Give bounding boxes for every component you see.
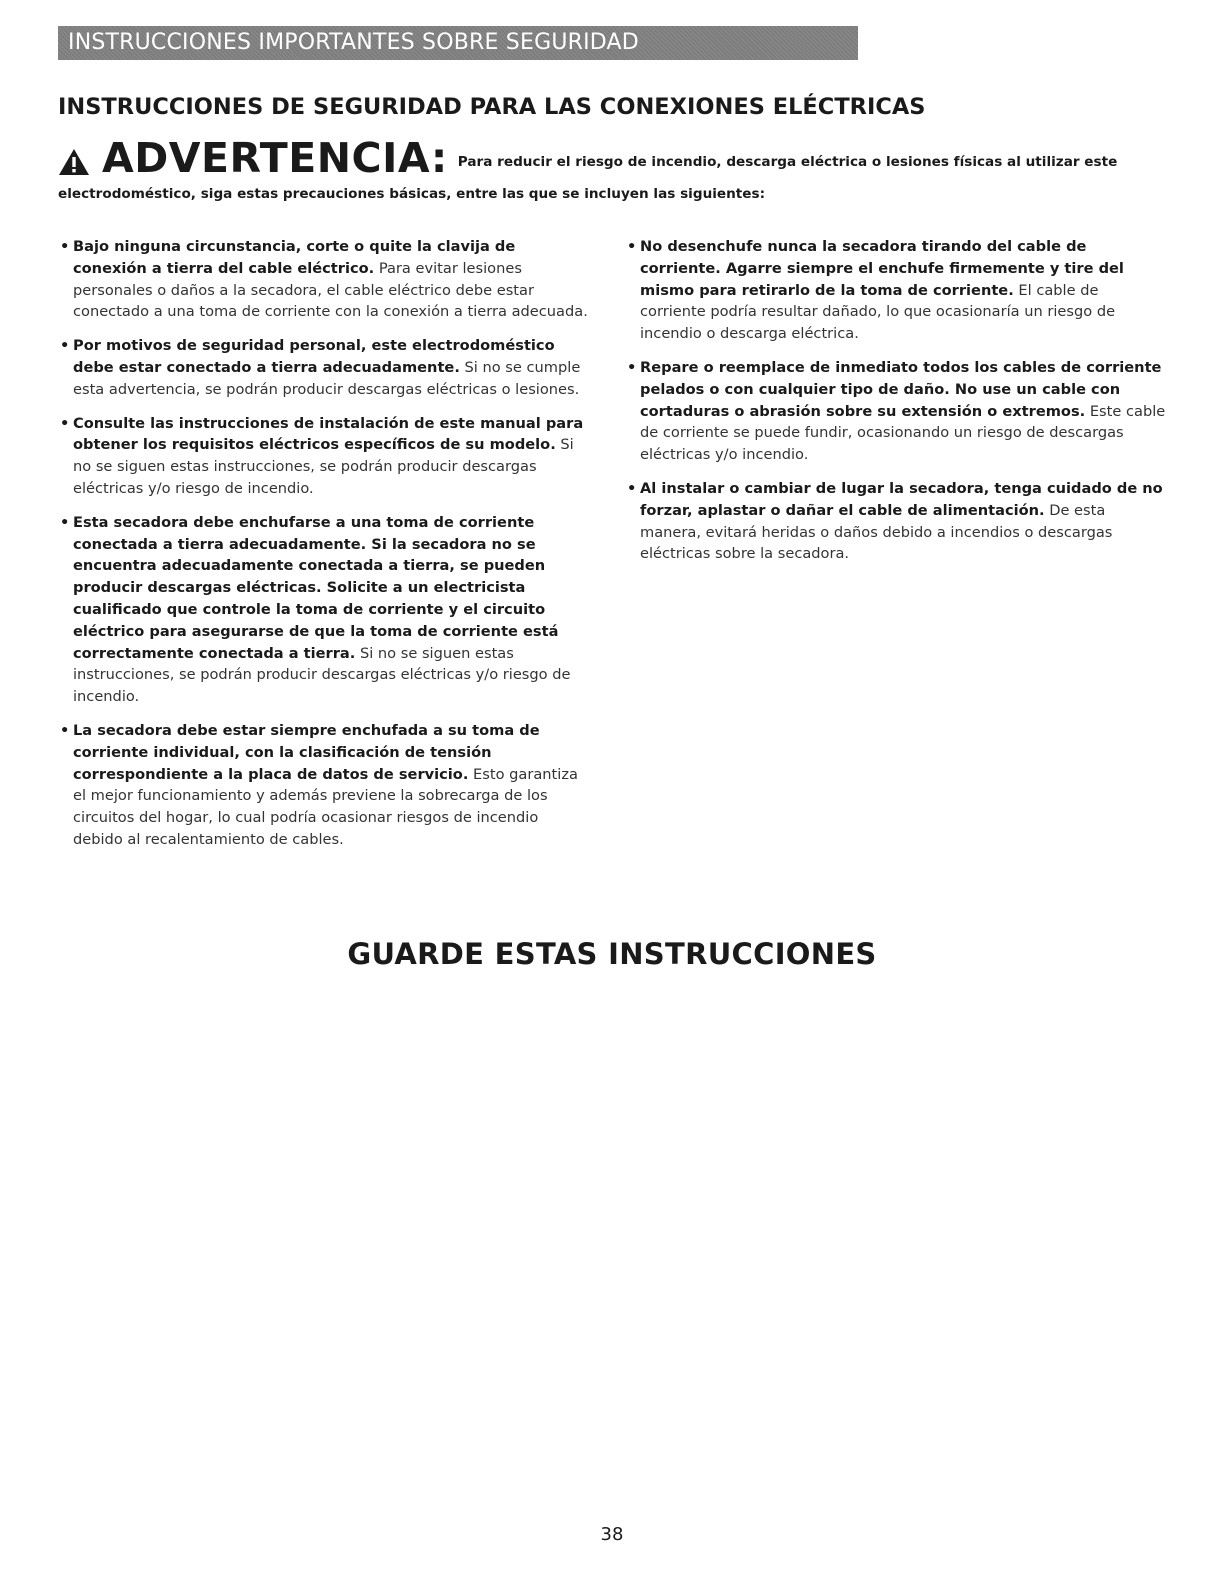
warning-text-line1: Para reducir el riesgo de incendio, descarga eléctrica o lesiones físicas al utilizar este: [457, 154, 1118, 170]
safety-item: [627, 478, 1167, 565]
safety-item: [627, 357, 1167, 466]
safety-item-text: Si no se siguen estas instrucciones, se podrán producir descargas eléctricas y/o riesgo de incendio.: [73, 644, 571, 706]
safety-item-text: Si no se cumple esta advertencia, se podrán producir descargas eléctricas o lesiones.: [73, 358, 581, 398]
safety-item: [60, 335, 590, 400]
safety-item: [60, 236, 590, 323]
section-banner-text: INSTRUCCIONES IMPORTANTES SOBRE SEGURIDAD: [68, 30, 639, 55]
page-title: INSTRUCCIONES DE SEGURIDAD PARA LAS CONEXIONES ELÉCTRICAS: [58, 94, 926, 120]
warning-text-line2: electrodoméstico, siga estas precauciones básicas, entre las que se incluyen las siguientes:: [58, 186, 766, 202]
safety-item-bold: Consulte las instrucciones de instalación de este manual para obtener los requisitos eléctricos específicos de su modelo.: [73, 414, 584, 454]
safety-item-bold: No desenchufe nunca la secadora tirando del cable de corriente. Agarre siempre el enchufe firmemente y tire del mismo para retirarlo de la toma de corriente.: [640, 238, 1124, 299]
safety-item-text: Para evitar lesiones personales o daños a la secadora, el cable eléctrico debe estar conectado a una toma de corriente con la conexión a tierra adecuada.: [73, 259, 588, 321]
left-column: [60, 236, 590, 863]
warning-title: ADVERTENCIA:: [102, 134, 448, 182]
safety-item-text: Esto garantiza el mejor funcionamiento y además previene la sobrecarga de los circuitos del hogar, lo cual podría ocasionar riesgos de incendio debido al recalentamiento de cables.: [73, 765, 578, 848]
safety-item-bold: Repare o reemplace de inmediato todos los cables de corriente pelados o con cualquier tipo de daño. No use un cable con cortaduras o abrasión sobre su extensión o extremos.: [640, 358, 1162, 420]
warning-triangle-icon: [58, 148, 90, 176]
safety-item-bold: Por motivos de seguridad personal, este electrodoméstico debe estar conectado a tierra adecuadamente.: [73, 337, 555, 376]
safety-item-bold: Al instalar o cambiar de lugar la secadora, tenga cuidado de no forzar, aplastar o dañar el cable de alimentación.: [640, 479, 1163, 519]
safety-item-text: Este cable de corriente se puede fundir, ocasionando un riesgo de descargas eléctricas y/o incendio.: [640, 402, 1166, 464]
closing-heading: GUARDE ESTAS INSTRUCCIONES: [347, 937, 877, 971]
page-number: 38: [600, 1524, 624, 1545]
safety-item: [60, 413, 590, 500]
safety-item-bold: Bajo ninguna circunstancia, corte o quite la clavija de conexión a tierra del cable eléctrico.: [73, 238, 516, 277]
safety-item-text: De esta manera, evitará heridas o daños debido a incendios o descargas eléctricas sobre la secadora.: [640, 501, 1113, 563]
safety-item-bold: Esta secadora debe enchufarse a una toma de corriente conectada a tierra adecuadamente. Si la secadora no se encuentra adecuadamente conectada a tierra, se pueden producir descargas eléctricas. Solicite a un electricista cualificado que controle la toma de corriente y el circuito eléctrico para asegurarse de que la toma de corriente está correctamente conectada a tierra.: [73, 513, 559, 662]
safety-item-text: El cable de corriente podría resultar dañado, lo que ocasionaría un riesgo de incendio o descarga eléctrica.: [640, 281, 1116, 343]
safety-item-text: Si no se siguen estas instrucciones, se podrán producir descargas eléctricas y/o riesgo de incendio.: [73, 436, 574, 497]
right-column: [627, 236, 1167, 577]
safety-item: [627, 236, 1167, 345]
section-banner: [58, 26, 858, 60]
safety-item-bold: La secadora debe estar siempre enchufada a su toma de corriente individual, con la clasificación de tensión correspondiente a la placa de datos de servicio.: [73, 721, 540, 783]
safety-item: [60, 720, 590, 851]
safety-item: [60, 512, 590, 708]
warning-block: [58, 134, 1163, 206]
